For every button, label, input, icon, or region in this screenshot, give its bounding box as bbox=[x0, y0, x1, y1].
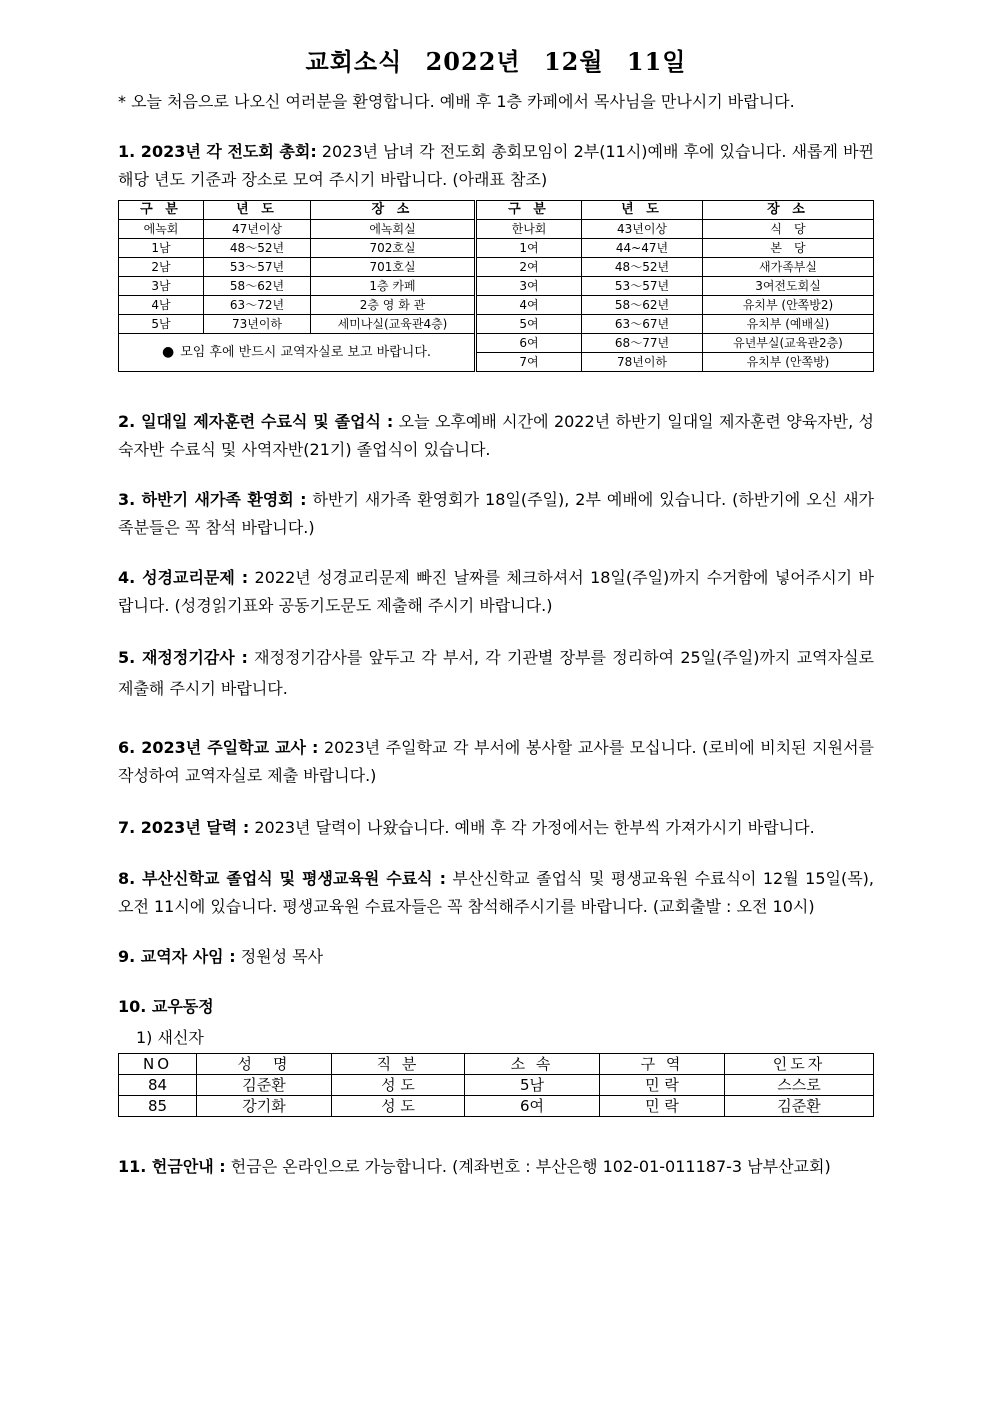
col-header: 구 분 bbox=[476, 201, 582, 220]
table-cell: 43년이상 bbox=[582, 220, 703, 239]
table-cell: 성 도 bbox=[332, 1075, 465, 1096]
table-row bbox=[119, 277, 874, 296]
table-row bbox=[119, 296, 874, 315]
notice-7-body: 2023년 달력이 나왔습니다. 예배 후 각 가정에서는 한부씩 가져가시기 바랍니다. bbox=[249, 818, 815, 837]
notice-7 bbox=[118, 812, 874, 843]
notice-6-heading: 6. 2023년 주일학교 교사 : bbox=[118, 738, 319, 757]
new-member-subheading: 1) 새신자 bbox=[136, 1028, 204, 1047]
table-cell: 유치부 (안쪽방) bbox=[703, 353, 874, 372]
notice-9 bbox=[118, 943, 874, 971]
page-title: 교회소식 2022년 12월 11일 bbox=[305, 47, 687, 76]
notice-9-body: 정원성 목사 bbox=[235, 947, 324, 966]
notice-1 bbox=[118, 138, 874, 194]
col-header: 년 도 bbox=[582, 201, 703, 220]
table-cell: 새가족부실 bbox=[703, 258, 874, 277]
notice-10-heading: 10. 교우동정 bbox=[118, 997, 214, 1016]
col-header: NO bbox=[119, 1054, 197, 1075]
table-cell: 3여전도회실 bbox=[703, 277, 874, 296]
col-header: 성 명 bbox=[197, 1054, 332, 1075]
table-cell: 58～62년 bbox=[582, 296, 703, 315]
notice-11 bbox=[118, 1153, 874, 1181]
table-cell: 유년부실(교육관2층) bbox=[703, 334, 874, 353]
notice-11-body: 헌금은 온라인으로 가능합니다. (계좌번호 : 부산은행 102-01-011187-3 남부산교회) bbox=[225, 1157, 831, 1176]
table-cell: 2여 bbox=[476, 258, 582, 277]
table-cell: 에녹회 bbox=[119, 220, 204, 239]
notice-2-heading: 2. 일대일 제자훈련 수료식 및 졸업식 : bbox=[118, 412, 394, 431]
table-cell: 식 당 bbox=[703, 220, 874, 239]
report-note-text: 모임 후에 반드시 교역자실로 보고 바랍니다. bbox=[180, 345, 432, 360]
notice-6-body: 2023년 주일학교 각 부서에 봉사할 교사를 모십니다. (로비에 비치된 지원서를 작성하여 교역자실로 제출 바랍니다.) bbox=[118, 738, 874, 785]
notice-4 bbox=[118, 564, 874, 620]
notice-4-body: 2022년 성경교리문제 빠진 날짜를 체크하셔서 18일(주일)까지 수거함에 넣어주시기 바랍니다. (성경읽기표와 공동기도문도 제출해 주시기 바랍니다.) bbox=[118, 568, 874, 615]
col-header: 소 속 bbox=[465, 1054, 600, 1075]
table-cell: 63～67년 bbox=[582, 315, 703, 334]
notice-6 bbox=[118, 734, 874, 790]
table-row bbox=[119, 258, 874, 277]
table-cell: 1남 bbox=[119, 239, 204, 258]
table-cell: 701호실 bbox=[311, 258, 476, 277]
table-cell: 민 락 bbox=[600, 1075, 725, 1096]
notice-5-body: 재정정기감사를 앞두고 각 부서, 각 기관별 장부를 정리하여 25일(주일)까지 교역자실로 제출해 주시기 바랍니다. bbox=[118, 648, 874, 698]
table-cell: 본 당 bbox=[703, 239, 874, 258]
table-cell: 6여 bbox=[476, 334, 582, 353]
table-cell: 한나회 bbox=[476, 220, 582, 239]
table-cell: 세미나실(교육관4층) bbox=[311, 315, 476, 334]
table-cell: 1층 카페 bbox=[311, 277, 476, 296]
notice-8-body: 부산신학교 졸업식 및 평생교육원 수료식이 12월 15일(목), 오전 11시에 있습니다. 평생교육원 수료자들은 꼭 참석해주시기를 바랍니다. (교회출발 : 오전 10시) bbox=[118, 869, 874, 916]
table-cell: 5여 bbox=[476, 315, 582, 334]
notice-9-heading: 9. 교역자 사임 : bbox=[118, 947, 236, 966]
table-cell: 3여 bbox=[476, 277, 582, 296]
table-cell: 김준환 bbox=[725, 1096, 874, 1117]
col-header: 년 도 bbox=[204, 201, 311, 220]
new-member-table-header bbox=[119, 1054, 874, 1075]
notice-2 bbox=[118, 408, 874, 464]
table-cell: 5남 bbox=[465, 1075, 600, 1096]
table-row bbox=[119, 1075, 874, 1096]
col-header: 구 분 bbox=[119, 201, 204, 220]
table-cell: 6여 bbox=[465, 1096, 600, 1117]
table-cell: 유치부 (안쪽방2) bbox=[703, 296, 874, 315]
notice-8-heading: 8. 부산신학교 졸업식 및 평생교육원 수료식 : bbox=[118, 869, 446, 888]
table-cell: 53～57년 bbox=[204, 258, 311, 277]
table-cell: 85 bbox=[119, 1096, 197, 1117]
table-cell: 78년이하 bbox=[582, 353, 703, 372]
table-cell: 4남 bbox=[119, 296, 204, 315]
notice-3-heading: 3. 하반기 새가족 환영회 : bbox=[118, 490, 307, 509]
notice-2-body: 오늘 오후예배 시간에 2022년 하반기 일대일 제자훈련 양육자반, 성숙자반 수료식 및 사역자반(21기) 졸업식이 있습니다. bbox=[118, 412, 875, 459]
table-row bbox=[119, 239, 874, 258]
table-cell: 7여 bbox=[476, 353, 582, 372]
table-row bbox=[119, 334, 874, 353]
table-cell: 민 락 bbox=[600, 1096, 725, 1117]
welcome-note: * 오늘 처음으로 나오신 여러분을 환영합니다. 예배 후 1층 카페에서 목사님을 만나시기 바랍니다. bbox=[118, 92, 795, 111]
bullet-icon: ● bbox=[161, 344, 175, 360]
notice-1-body: 2023년 남녀 각 전도회 총회모임이 2부(11시)예배 후에 있습니다. 새롭게 바뀐 해당 년도 기준과 장소로 모여 주시기 바랍니다. (아래표 참조) bbox=[118, 142, 874, 189]
table-cell: 47년이상 bbox=[204, 220, 311, 239]
notice-7-heading: 7. 2023년 달력 : bbox=[118, 818, 250, 837]
table-cell: 1여 bbox=[476, 239, 582, 258]
table-cell: 58～62년 bbox=[204, 277, 311, 296]
table-cell: 44~47년 bbox=[582, 239, 703, 258]
assembly-table-header bbox=[119, 201, 874, 220]
table-cell: 48～52년 bbox=[582, 258, 703, 277]
notice-5 bbox=[118, 642, 874, 704]
col-header: 인도자 bbox=[725, 1054, 874, 1075]
table-cell: 84 bbox=[119, 1075, 197, 1096]
table-cell: 김준환 bbox=[197, 1075, 332, 1096]
col-header: 직 분 bbox=[332, 1054, 465, 1075]
notice-4-heading: 4. 성경교리문제 : bbox=[118, 568, 249, 587]
table-cell: 63～72년 bbox=[204, 296, 311, 315]
table-row bbox=[119, 315, 874, 334]
notice-3-body: 하반기 새가족 환영회가 18일(주일), 2부 예배에 있습니다. (하반기에 오신 새가족분들은 꼭 참석 바랍니다.) bbox=[118, 490, 874, 537]
bulletin-page bbox=[118, 46, 874, 1181]
table-cell: 48～52년 bbox=[204, 239, 311, 258]
table-cell: 702호실 bbox=[311, 239, 476, 258]
col-header: 구 역 bbox=[600, 1054, 725, 1075]
notice-3 bbox=[118, 486, 874, 542]
table-cell: 강기화 bbox=[197, 1096, 332, 1117]
table-cell: 에녹회실 bbox=[311, 220, 476, 239]
table-cell: 성 도 bbox=[332, 1096, 465, 1117]
table-row bbox=[119, 220, 874, 239]
table-cell: 5남 bbox=[119, 315, 204, 334]
table-cell: 73년이하 bbox=[204, 315, 311, 334]
notice-5-heading: 5. 재정정기감사 : bbox=[118, 648, 248, 667]
table-cell: 2남 bbox=[119, 258, 204, 277]
table-cell: 2층 영 화 관 bbox=[311, 296, 476, 315]
table-cell: 53～57년 bbox=[582, 277, 703, 296]
new-member-table bbox=[118, 1053, 874, 1117]
notice-11-heading: 11. 헌금안내 : bbox=[118, 1157, 226, 1176]
report-note bbox=[119, 334, 476, 372]
table-cell: 68～77년 bbox=[582, 334, 703, 353]
table-cell: 3남 bbox=[119, 277, 204, 296]
assembly-table bbox=[118, 200, 874, 372]
table-cell: 4여 bbox=[476, 296, 582, 315]
table-cell: 스스로 bbox=[725, 1075, 874, 1096]
table-row bbox=[119, 1096, 874, 1117]
notice-1-heading: 1. 2023년 각 전도회 총회: bbox=[118, 142, 317, 161]
notice-8 bbox=[118, 865, 874, 921]
table-cell: 유치부 (예배실) bbox=[703, 315, 874, 334]
col-header: 장 소 bbox=[703, 201, 874, 220]
col-header: 장 소 bbox=[311, 201, 476, 220]
